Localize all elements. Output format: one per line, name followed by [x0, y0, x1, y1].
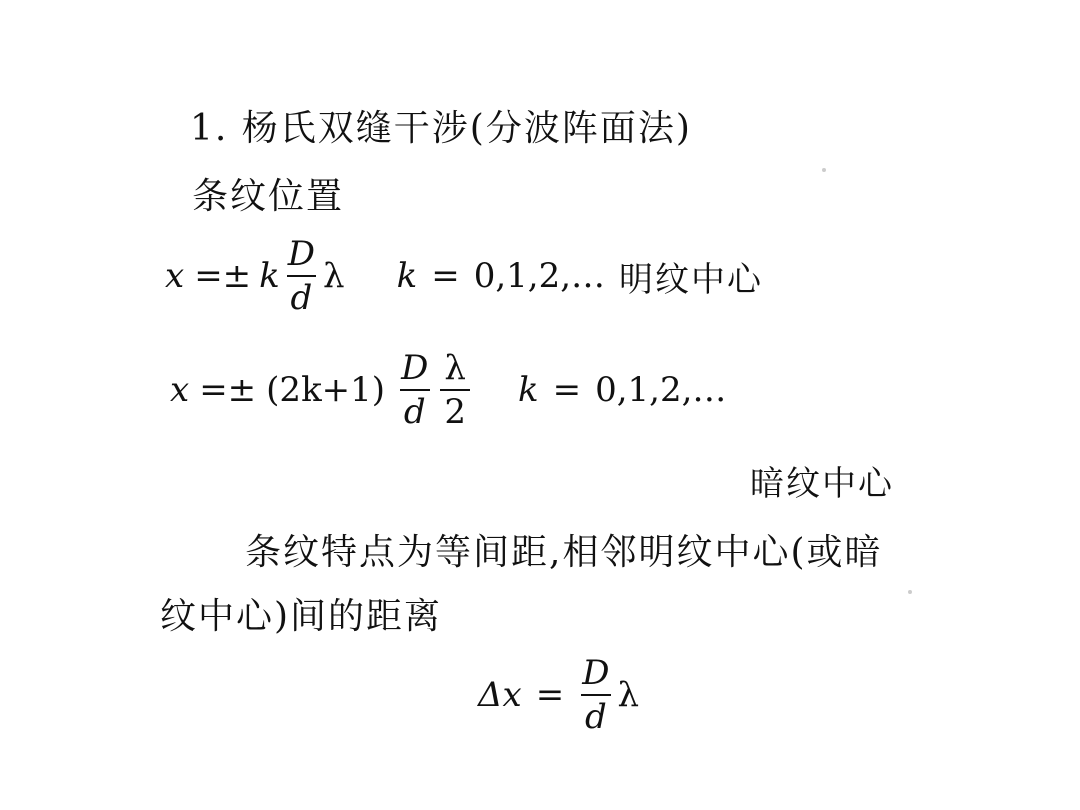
- scan-speck: [822, 168, 826, 172]
- eq-variable-k: k: [259, 256, 280, 296]
- eq-operator: =±: [194, 256, 252, 296]
- eq-equals: =: [535, 675, 565, 715]
- range-equals: =: [552, 370, 582, 410]
- range-variable-k: k: [396, 256, 418, 296]
- fraction-numerator: λ: [444, 348, 466, 388]
- fraction-denominator: d: [581, 694, 611, 734]
- eq-delta-x: Δx: [478, 675, 522, 715]
- fraction-denominator: 2: [440, 389, 470, 429]
- bright-center-label: 明纹中心: [619, 259, 764, 300]
- fraction-lambda-over-2: [440, 348, 470, 432]
- fraction-D-over-d: [284, 234, 319, 318]
- range-values: 0,1,2,…: [595, 370, 727, 410]
- eq-variable-x: x: [165, 256, 185, 296]
- scan-speck: [908, 590, 912, 594]
- fringe-position-label: 条纹位置: [192, 176, 345, 217]
- fraction-D-over-d: [578, 653, 613, 737]
- section-heading: 1. 杨氏双缝干涉(分波阵面法): [190, 108, 692, 149]
- fraction-numerator: D: [401, 348, 429, 388]
- paragraph-line-1: 条纹特点为等间距,相邻明纹中心(或暗: [245, 532, 883, 573]
- range-equals: =: [431, 256, 460, 296]
- range-values: 0,1,2,…: [473, 256, 606, 296]
- fraction-denominator: d: [400, 389, 430, 429]
- eq-operator: =±: [199, 370, 257, 410]
- bright-fringe-equation: [165, 236, 763, 316]
- fraction-denominator: d: [287, 275, 317, 315]
- eq-lambda: λ: [617, 675, 640, 715]
- fraction-D-over-d: [397, 348, 432, 432]
- fraction-numerator: D: [582, 653, 610, 693]
- fraction-numerator: D: [287, 234, 316, 274]
- eq-factor: (2k+1): [266, 370, 386, 410]
- range-variable-k: k: [517, 370, 539, 410]
- eq-variable-x: x: [170, 370, 190, 410]
- dark-fringe-equation: [170, 350, 726, 430]
- paragraph-line-2: 纹中心)间的距离: [160, 596, 443, 637]
- eq-lambda: λ: [323, 256, 345, 296]
- fringe-spacing-equation: [478, 655, 639, 735]
- dark-center-label: 暗纹中心: [750, 464, 894, 504]
